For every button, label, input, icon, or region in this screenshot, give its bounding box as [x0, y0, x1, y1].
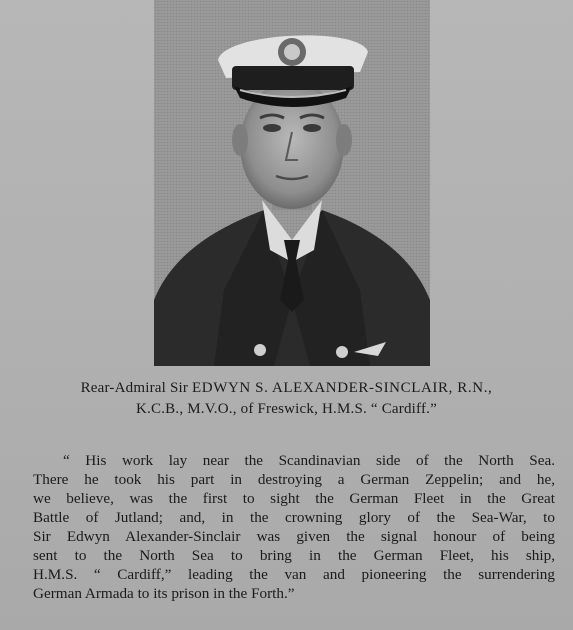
caption-line-2: K.C.B., M.V.O., of Freswick, H.M.S. “ Cardiff.”	[136, 401, 437, 417]
quote-line: sent to the North Sea to bring in the German Fleet, his ship,	[33, 547, 555, 564]
quote-line: Sir Edwyn Alexander-Sinclair was given the signal honour of being	[33, 528, 555, 545]
portrait-illustration	[154, 0, 430, 366]
quote-line: “ His work lay near the Scandinavian side of the North Sea.	[63, 452, 555, 469]
quote-paragraph	[33, 451, 555, 603]
caption-rank: Rear-Admiral Sir	[80, 380, 192, 396]
caption-name: EDWYN S. ALEXANDER-SINCLAIR, R.N.,	[192, 380, 493, 396]
quote-line: we believe, was the first to sight the German Fleet in the Great	[33, 490, 555, 507]
caption-line-1	[0, 378, 573, 399]
portrait-photo	[154, 0, 430, 366]
quote-line: H.M.S. “ Cardiff,” leading the van and pioneering the surrendering	[33, 566, 555, 583]
quote-line: There he took his part in destroying a German Zeppelin; and he,	[33, 471, 555, 488]
portrait-caption	[0, 378, 573, 420]
quote-line: Battle of Jutland; and, in the crowning glory of the Sea-War, to	[33, 509, 555, 526]
quote-line: German Armada to its prison in the Forth.”	[33, 585, 295, 602]
